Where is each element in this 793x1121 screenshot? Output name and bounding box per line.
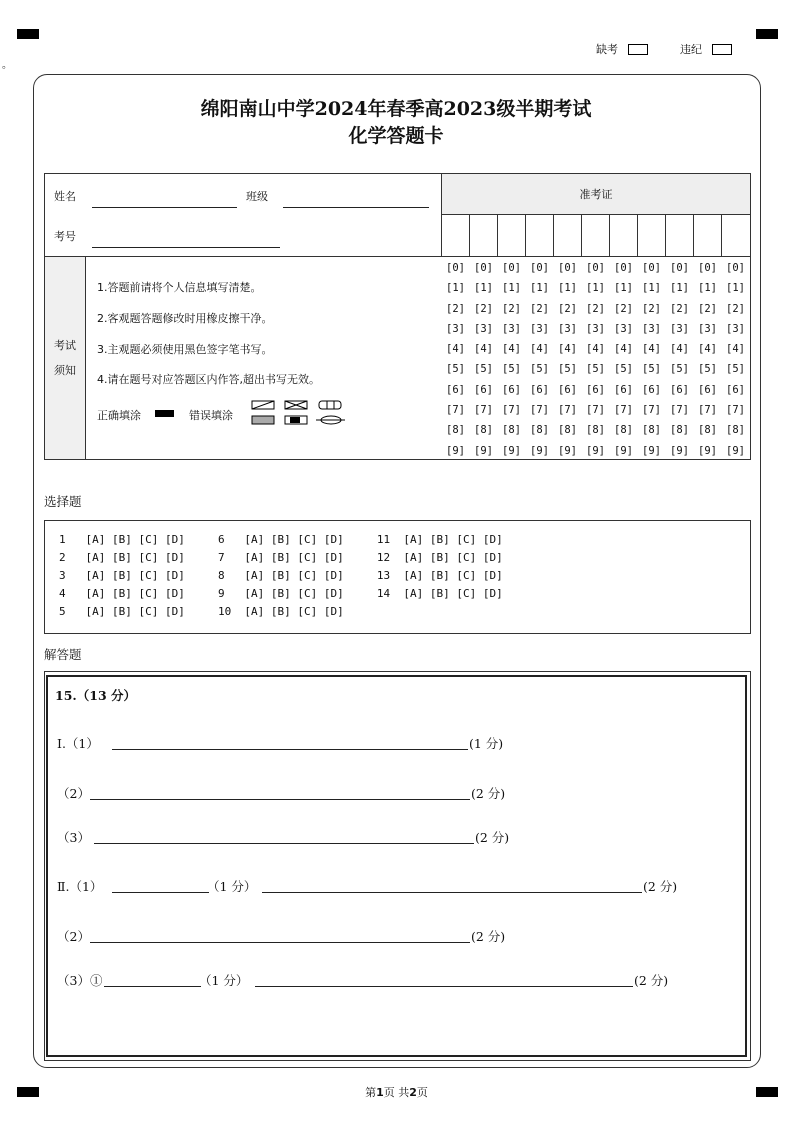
exam-no-field[interactable] <box>92 247 280 248</box>
exam-no-label: 考号 <box>54 230 76 243</box>
note-item-1: 1.答题前请将个人信息填写清楚。 <box>97 281 262 294</box>
violation-label: 违纪 <box>680 43 702 56</box>
ticket-digit-bubble[interactable]: [3] <box>726 322 745 335</box>
ticket-digit-bubble[interactable]: [1] <box>670 282 689 295</box>
ticket-digit-bubble[interactable]: [1] <box>446 282 465 295</box>
ticket-digit-bubble[interactable]: [9] <box>558 444 577 457</box>
ticket-digit-bubble[interactable]: [5] <box>642 363 661 376</box>
ticket-digit-bubble[interactable]: [7] <box>726 404 745 417</box>
ticket-digit-bubble[interactable]: [6] <box>614 383 633 396</box>
ticket-digit-box[interactable] <box>526 215 554 256</box>
ticket-digit-bubble[interactable]: [3] <box>446 322 465 335</box>
ticket-digit-bubble[interactable]: [7] <box>502 404 521 417</box>
ticket-digit-bubble[interactable]: [8] <box>698 424 717 437</box>
ticket-digit-bubble[interactable]: [6] <box>586 383 605 396</box>
ticket-digit-box[interactable] <box>694 215 722 256</box>
ticket-digit-bubble[interactable]: [5] <box>558 363 577 376</box>
q-ii3-score-a: （1 分） <box>199 973 249 988</box>
ticket-digit-bubble[interactable]: [9] <box>586 444 605 457</box>
ticket-digit-bubble[interactable]: [6] <box>446 383 465 396</box>
ticket-digit-bubble[interactable]: [1] <box>698 282 717 295</box>
ticket-digit-column <box>698 258 717 461</box>
ticket-digit-bubble[interactable]: [7] <box>558 404 577 417</box>
ticket-digit-bubble[interactable]: [0] <box>670 262 689 274</box>
q-i3-answer-line[interactable] <box>94 843 474 844</box>
ticket-digit-column <box>502 258 521 461</box>
registration-mark-top-left <box>17 29 39 39</box>
ticket-digit-column <box>474 258 493 461</box>
q-ii2-label: （2） <box>57 929 90 944</box>
ticket-digit-bubble[interactable]: [4] <box>670 343 689 356</box>
ticket-digit-bubble[interactable]: [1] <box>586 282 605 295</box>
ticket-digit-bubble[interactable]: [7] <box>614 404 633 417</box>
ticket-digit-bubble[interactable]: [9] <box>474 444 493 457</box>
q-ii1-answer-line-b[interactable] <box>262 892 642 893</box>
ticket-digit-bubble[interactable]: [0] <box>502 262 521 274</box>
ticket-digit-bubble[interactable]: [2] <box>530 302 549 315</box>
ticket-digit-column <box>558 258 577 461</box>
ticket-digit-bubble[interactable]: [3] <box>586 322 605 335</box>
ticket-digit-bubble[interactable]: [8] <box>726 424 745 437</box>
page-total: 2 <box>409 1086 417 1099</box>
stray-dot: 。 <box>2 60 12 71</box>
ticket-digit-bubble[interactable]: [4] <box>586 343 605 356</box>
ticket-digit-bubble[interactable]: [1] <box>614 282 633 295</box>
q-ii1-label: Ⅱ.（1） <box>57 879 103 894</box>
ticket-digit-bubble[interactable]: [0] <box>586 262 605 274</box>
name-label: 姓名 <box>54 190 76 203</box>
question-15-heading: 15.（13 分） <box>55 688 136 703</box>
ticket-digit-bubble[interactable]: [0] <box>446 262 465 274</box>
ticket-digit-bubble[interactable]: [3] <box>614 322 633 335</box>
note-item-4: 4.请在题号对应答题区内作答,超出书写无效。 <box>97 373 320 386</box>
ticket-digit-bubble[interactable]: [3] <box>642 322 661 335</box>
ticket-digit-bubble[interactable]: [5] <box>586 363 605 376</box>
q-ii3-label: （3）① <box>57 973 103 988</box>
class-label: 班级 <box>246 190 268 203</box>
ticket-digit-bubble[interactable]: [1] <box>530 282 549 295</box>
ticket-digit-bubble[interactable]: [0] <box>474 262 493 274</box>
ticket-digit-bubble[interactable]: [2] <box>642 302 661 315</box>
note-item-2: 2.客观题答题修改时用橡皮擦干净。 <box>97 312 273 325</box>
ticket-digit-bubble[interactable]: [5] <box>446 363 465 376</box>
name-field[interactable] <box>92 207 237 208</box>
ticket-digit-bubble[interactable]: [4] <box>642 343 661 356</box>
ticket-digit-bubble[interactable]: [4] <box>530 343 549 356</box>
answer-area <box>46 675 747 1057</box>
ticket-digit-bubble[interactable]: [9] <box>502 444 521 457</box>
notes-side-text-2: 须知 <box>54 364 76 377</box>
ticket-digit-bubble[interactable]: [7] <box>530 404 549 417</box>
violation-flag[interactable] <box>680 41 732 57</box>
ticket-digit-bubble[interactable]: [2] <box>726 302 745 315</box>
ticket-digit-bubble[interactable]: [1] <box>726 282 745 295</box>
ticket-digit-box[interactable] <box>470 215 498 256</box>
ticket-digit-bubble[interactable]: [8] <box>614 424 633 437</box>
ticket-digit-bubble[interactable]: [0] <box>530 262 549 274</box>
sheet-subtitle: 化学答题卡 <box>348 125 444 147</box>
ticket-digit-column <box>614 258 633 461</box>
ticket-digit-bubble[interactable]: [1] <box>502 282 521 295</box>
correct-fill-sample <box>155 410 174 417</box>
ticket-digit-bubble[interactable]: [7] <box>642 404 661 417</box>
q-i3-score: (2 分) <box>475 830 510 845</box>
ticket-digit-bubble[interactable]: [7] <box>670 404 689 417</box>
ticket-digit-bubble[interactable]: [5] <box>502 363 521 376</box>
ticket-digit-bubble[interactable]: [6] <box>474 383 493 396</box>
ticket-digit-bubble[interactable]: [8] <box>530 424 549 437</box>
q-ii1-score-b: (2 分) <box>643 879 678 894</box>
choice-section-title: 选择题 <box>44 494 82 509</box>
q-i2-label: （2） <box>57 786 90 801</box>
ticket-digit-bubble[interactable]: [8] <box>502 424 521 437</box>
ticket-digit-box[interactable] <box>442 215 470 256</box>
ticket-digit-bubble[interactable]: [4] <box>558 343 577 356</box>
ticket-digit-bubble[interactable]: [4] <box>726 343 745 356</box>
q-i1-score: (1 分) <box>469 736 504 751</box>
ticket-digit-bubble[interactable]: [6] <box>726 383 745 396</box>
ticket-digit-bubble[interactable]: [9] <box>530 444 549 457</box>
ticket-digit-bubble[interactable]: [9] <box>446 444 465 457</box>
class-field[interactable] <box>283 207 429 208</box>
ticket-number-label: 准考证 <box>579 188 613 201</box>
ticket-digit-bubble[interactable]: [2] <box>586 302 605 315</box>
ticket-digit-bubble[interactable]: [5] <box>726 363 745 376</box>
choice-row[interactable]: 2 [A] [B] [C] [D] 7 [A] [B] [C] [D] 12 [A] [B] [C] [D] <box>59 551 503 564</box>
ticket-digit-bubble[interactable]: [5] <box>670 363 689 376</box>
ticket-digit-bubble[interactable]: [5] <box>614 363 633 376</box>
ticket-digit-bubble[interactable]: [8] <box>642 424 661 437</box>
ticket-digit-bubble[interactable]: [2] <box>614 302 633 315</box>
ticket-digit-box[interactable] <box>610 215 638 256</box>
ticket-digit-bubble[interactable]: [6] <box>530 383 549 396</box>
ticket-digit-bubble[interactable]: [8] <box>558 424 577 437</box>
ticket-digit-box[interactable] <box>582 215 610 256</box>
q-ii3-score-b: (2 分) <box>634 973 669 988</box>
q-i3-label: （3） <box>57 830 90 845</box>
page-text-a: 第 <box>365 1086 377 1099</box>
registration-mark-top-right <box>756 29 778 39</box>
ticket-digit-bubble[interactable]: [1] <box>474 282 493 295</box>
ticket-digit-bubble[interactable]: [1] <box>642 282 661 295</box>
ticket-digit-column <box>446 258 465 461</box>
ticket-digit-bubble[interactable]: [4] <box>698 343 717 356</box>
choice-row[interactable]: 4 [A] [B] [C] [D] 9 [A] [B] [C] [D] 14 [A] [B] [C] [D] <box>59 587 503 600</box>
q-i1-label: Ⅰ.（1） <box>57 736 99 751</box>
ticket-digit-bubble[interactable]: [9] <box>726 444 745 457</box>
ticket-digit-column <box>586 258 605 461</box>
ticket-digit-bubble[interactable]: [9] <box>614 444 633 457</box>
absent-flag[interactable] <box>596 41 648 57</box>
ticket-digit-box[interactable] <box>666 215 694 256</box>
ticket-digit-box[interactable] <box>638 215 666 256</box>
ticket-number-header <box>442 174 750 215</box>
choice-answer-box <box>44 520 751 634</box>
choice-row[interactable]: 5 [A] [B] [C] [D] 10 [A] [B] [C] [D] <box>59 605 344 618</box>
q-ii2-score: (2 分) <box>471 929 506 944</box>
q-i2-score: (2 分) <box>471 786 506 801</box>
note-item-3: 3.主观题必须使用黑色签字笔书写。 <box>97 343 273 356</box>
ticket-digit-box[interactable] <box>722 215 750 256</box>
ticket-digit-bubble[interactable]: [3] <box>502 322 521 335</box>
ticket-digit-bubble[interactable]: [6] <box>698 383 717 396</box>
divider <box>45 256 750 257</box>
ticket-digit-bubble[interactable]: [3] <box>530 322 549 335</box>
ticket-digit-bubble[interactable]: [9] <box>670 444 689 457</box>
choice-row[interactable]: 1 [A] [B] [C] [D] 6 [A] [B] [C] [D] 11 [A] [B] [C] [D] <box>59 533 503 546</box>
ticket-digit-column <box>642 258 661 461</box>
ticket-digit-bubble[interactable]: [6] <box>642 383 661 396</box>
ticket-digit-box[interactable] <box>554 215 582 256</box>
ticket-digit-bubble[interactable]: [2] <box>502 302 521 315</box>
ticket-digit-column <box>530 258 549 461</box>
q-ii3-answer-line-b[interactable] <box>255 986 633 987</box>
ticket-digit-bubble[interactable]: [8] <box>670 424 689 437</box>
page-number: 1 <box>376 1086 384 1099</box>
q-i2-answer-line[interactable] <box>90 799 470 800</box>
ticket-digit-bubble[interactable]: [2] <box>698 302 717 315</box>
violation-checkbox[interactable] <box>712 44 732 55</box>
absent-checkbox[interactable] <box>628 44 648 55</box>
wrong-fill-label: 错误填涂 <box>189 409 233 422</box>
page-text-c: 页 <box>416 1086 428 1099</box>
page-indicator <box>0 1084 793 1100</box>
ticket-digit-column <box>726 258 745 461</box>
student-info-block <box>44 173 751 460</box>
correct-fill-label: 正确填涂 <box>97 409 141 422</box>
ticket-digit-bubble[interactable]: [8] <box>446 424 465 437</box>
ticket-digit-bubble[interactable]: [7] <box>446 404 465 417</box>
ticket-digit-bubble[interactable]: [7] <box>474 404 493 417</box>
ticket-digit-column <box>670 258 689 461</box>
ticket-digit-bubble[interactable]: [2] <box>670 302 689 315</box>
ticket-digit-bubble[interactable]: [8] <box>474 424 493 437</box>
choice-row[interactable]: 3 [A] [B] [C] [D] 8 [A] [B] [C] [D] 13 [A] [B] [C] [D] <box>59 569 503 582</box>
ticket-digit-bubble[interactable]: [2] <box>446 302 465 315</box>
notes-side-text-1: 考试 <box>54 339 76 352</box>
ticket-digit-bubble[interactable]: [0] <box>642 262 661 274</box>
ticket-digit-bubble[interactable]: [4] <box>614 343 633 356</box>
ticket-digit-bubble[interactable]: [4] <box>474 343 493 356</box>
ticket-digit-bubble[interactable]: [9] <box>698 444 717 457</box>
wrong-fill-samples <box>251 399 346 429</box>
ticket-digit-bubble[interactable]: [4] <box>446 343 465 356</box>
ticket-digit-bubble[interactable]: [5] <box>530 363 549 376</box>
ticket-digit-bubble[interactable]: [6] <box>670 383 689 396</box>
answer-section-title: 解答题 <box>44 647 82 662</box>
page-text-b: 页 共 <box>383 1086 410 1099</box>
absent-label: 缺考 <box>596 43 618 56</box>
q-ii3-answer-line-a[interactable] <box>104 986 201 987</box>
ticket-digit-box[interactable] <box>498 215 526 256</box>
ticket-digit-bubble[interactable]: [2] <box>474 302 493 315</box>
ticket-digit-bubble[interactable]: [0] <box>726 262 745 274</box>
q-ii2-answer-line[interactable] <box>90 942 470 943</box>
ticket-digit-bubble[interactable]: [9] <box>642 444 661 457</box>
q-ii1-score-a: （1 分） <box>207 879 257 894</box>
ticket-digit-bubble[interactable]: [7] <box>698 404 717 417</box>
ticket-digit-bubble[interactable]: [7] <box>586 404 605 417</box>
ticket-digit-bubble[interactable]: [6] <box>502 383 521 396</box>
ticket-digit-bubble[interactable]: [3] <box>698 322 717 335</box>
exam-title: 绵阳南山中学2024年春季高2023级半期考试 <box>200 98 592 120</box>
ticket-digit-bubble[interactable]: [8] <box>586 424 605 437</box>
ticket-digit-bubble[interactable]: [6] <box>558 383 577 396</box>
ticket-digit-bubble[interactable]: [3] <box>670 322 689 335</box>
ticket-digit-bubble[interactable]: [2] <box>558 302 577 315</box>
ticket-digit-bubble[interactable]: [3] <box>558 322 577 335</box>
ticket-digit-bubble[interactable]: [1] <box>558 282 577 295</box>
q-i1-answer-line[interactable] <box>112 749 468 750</box>
ticket-digit-bubble[interactable]: [0] <box>558 262 577 274</box>
ticket-digit-bubble[interactable]: [5] <box>698 363 717 376</box>
q-ii1-answer-line-a[interactable] <box>112 892 209 893</box>
notes-side-label <box>45 257 86 459</box>
ticket-digit-bubble[interactable]: [0] <box>698 262 717 274</box>
ticket-digit-bubble[interactable]: [0] <box>614 262 633 274</box>
ticket-digit-bubble[interactable]: [4] <box>502 343 521 356</box>
ticket-digit-bubble[interactable]: [3] <box>474 322 493 335</box>
ticket-digit-bubble[interactable]: [5] <box>474 363 493 376</box>
